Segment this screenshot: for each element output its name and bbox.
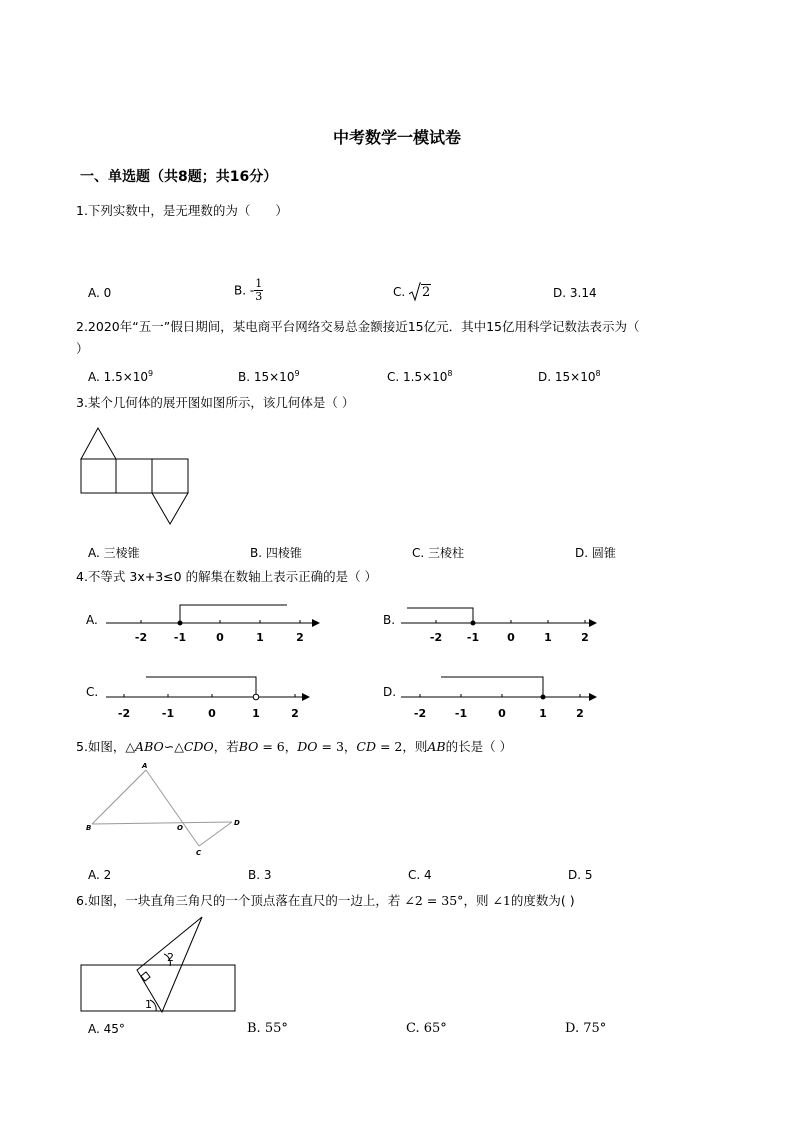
q5-option-b: B. 3 — [248, 868, 272, 882]
solid-point — [178, 621, 183, 626]
tick-label: 2 — [576, 707, 584, 720]
tick-label: -2 — [117, 707, 131, 720]
q1-option-b — [234, 278, 263, 303]
question-5-stem — [76, 736, 512, 758]
q6-stem-mid: ，则 — [463, 893, 489, 908]
q2-option-a-exponent: 9 — [148, 369, 154, 378]
tick-label: -1 — [454, 707, 468, 720]
tick-label: -2 — [134, 631, 148, 644]
point-label: D — [234, 819, 240, 827]
number-line-label: D. — [383, 685, 397, 699]
fraction-numerator: 1 — [255, 277, 263, 290]
q3-option-c: C. 三棱柱 — [412, 546, 465, 560]
segment-ac — [146, 770, 199, 846]
q6-option-a: A. 45° — [88, 1022, 125, 1036]
point-label: B — [86, 824, 92, 832]
radical-sign-icon — [409, 282, 421, 302]
q3-option-b: B. 四棱锥 — [250, 546, 302, 560]
q1-option-b-prefix: B. - — [234, 283, 255, 298]
q5-stem-prefix: 5.如图，△ — [76, 739, 136, 754]
tick-label: -1 — [466, 631, 480, 644]
tick-label: 2 — [581, 631, 589, 644]
number-line-label: A. — [86, 613, 98, 627]
segment-ab — [92, 770, 146, 824]
q6-angle-1: ∠1 — [492, 893, 511, 908]
question-4-stem: 4.不等式 3x+3≤0 的解集在数轴上表示正确的是（ ） — [76, 569, 378, 584]
number-line-d — [381, 672, 621, 722]
q1-option-b-fraction — [254, 278, 263, 303]
tick-label: 0 — [498, 707, 506, 720]
question-3-stem: 3.某个几何体的展开图如图所示，该几何体是（ ） — [76, 395, 355, 410]
q6-stem-prefix: 6.如图，一块直角三角尺的一个顶点落在直尺的一边上，若 — [76, 893, 401, 908]
q2-option-b-base: B. 15×10 — [238, 370, 295, 384]
q5-option-c: C. 4 — [408, 868, 432, 882]
q6-angle-2: ∠2 = 35° — [404, 893, 464, 908]
tick-label: 0 — [216, 631, 224, 644]
point-label: A — [142, 762, 148, 770]
q5-seg-ab: AB — [427, 739, 446, 754]
ruler-triangle-figure — [78, 910, 240, 1016]
q2-option-d-base: D. 15×10 — [538, 370, 596, 384]
section-heading: 一、单选题（共8题；共16分） — [80, 169, 278, 185]
number-line-a — [84, 600, 324, 646]
q1-option-c — [393, 282, 431, 302]
q5-option-a: A. 2 — [88, 868, 112, 882]
number-line-label: C. — [86, 685, 99, 699]
q1-option-c-prefix: C. — [393, 285, 406, 299]
axis-arrow-icon — [312, 619, 320, 627]
q6-option-d: D. 75° — [565, 1021, 607, 1036]
axis-arrow-icon — [302, 693, 310, 701]
tick-label: -1 — [161, 707, 175, 720]
q6-option-c: C. 65° — [406, 1021, 447, 1036]
solid-point — [541, 695, 546, 700]
number-line-c — [84, 672, 324, 722]
q1-option-d: D. 3.14 — [553, 286, 597, 300]
solution-bracket — [407, 608, 473, 623]
q3-option-a: A. 三棱锥 — [88, 546, 140, 560]
tick-label: -2 — [413, 707, 427, 720]
similar-triangles-figure — [84, 762, 248, 858]
q5-eq-2: = 3， — [317, 739, 357, 754]
tick-label: 1 — [539, 707, 547, 720]
q5-stem-suffix: 的长是（ ） — [445, 739, 513, 754]
q2-option-c-base: C. 1.5×10 — [387, 370, 448, 384]
q2-option-b — [238, 369, 300, 384]
prism-net-figure — [78, 425, 192, 527]
q5-cond-prefix: ，若 — [213, 739, 239, 754]
segment-bd — [92, 822, 232, 824]
q5-seg-do: DO — [297, 739, 318, 754]
solid-point — [471, 621, 476, 626]
tick-label: 0 — [208, 707, 216, 720]
segment-dc — [199, 822, 232, 846]
question-6-stem — [76, 890, 575, 912]
net-face-1 — [81, 459, 116, 493]
ruler — [81, 965, 235, 1011]
q2-option-c-exponent: 8 — [447, 369, 453, 378]
q2-option-d — [538, 369, 601, 384]
q2-option-c — [387, 369, 453, 384]
point-label: O — [177, 824, 183, 832]
q6-stem-suffix: 的度数为( ) — [510, 893, 575, 908]
q5-eq-3: = 2，则 — [376, 739, 428, 754]
angle-label-2: 2 — [167, 951, 174, 964]
q2-option-a-base: A. 1.5×10 — [88, 370, 149, 384]
number-line-b — [381, 600, 621, 646]
q1-option-c-radicand: 2 — [422, 285, 431, 300]
tick-label: -2 — [429, 631, 443, 644]
number-line-label: B. — [383, 613, 396, 627]
q5-triangle-2: CDO — [183, 739, 214, 754]
solution-bracket — [180, 605, 287, 623]
tick-label: 0 — [507, 631, 515, 644]
question-1-stem: 1.下列实数中，是无理数的为（ ） — [76, 203, 288, 218]
q2-option-b-exponent: 9 — [294, 369, 300, 378]
page-title: 中考数学一模试卷 — [332, 128, 461, 147]
q1-option-a: A. 0 — [88, 286, 112, 300]
tick-label: 1 — [544, 631, 552, 644]
tick-label: -1 — [173, 631, 187, 644]
q5-seg-bo: BO — [238, 739, 259, 754]
point-label: C — [196, 849, 202, 857]
net-top-triangle — [81, 428, 116, 459]
hollow-point — [253, 694, 259, 700]
q6-option-b: B. 55° — [247, 1021, 288, 1036]
q5-seg-cd: CD — [356, 739, 376, 754]
fraction-denominator: 3 — [255, 290, 263, 303]
axis-arrow-icon — [589, 619, 597, 627]
tick-label: 2 — [296, 631, 304, 644]
q5-eq-1: = 6， — [258, 739, 298, 754]
solution-bracket — [146, 677, 256, 697]
q3-option-d: D. 圆锥 — [575, 546, 616, 560]
q2-option-d-exponent: 8 — [595, 369, 601, 378]
net-face-2 — [116, 459, 152, 493]
question-2-stem-line1: 2.2020年“五一”假日期间，某电商平台网络交易总金额接近15亿元．其中15亿用科学记数法表示为（ — [76, 319, 640, 334]
tick-label: 1 — [256, 631, 264, 644]
net-face-3 — [152, 459, 188, 493]
q5-option-d: D. 5 — [568, 868, 593, 882]
angle-label-1: 1 — [145, 998, 152, 1011]
tick-label: 1 — [252, 707, 260, 720]
solution-bracket — [441, 677, 543, 697]
axis-arrow-icon — [589, 693, 597, 701]
q2-option-a — [88, 369, 153, 384]
tick-label: 2 — [291, 707, 299, 720]
q5-triangle-1: ABO — [135, 739, 164, 754]
question-2-stem-line2: ） — [76, 341, 89, 356]
q5-similar-symbol: ∽△ — [163, 739, 184, 754]
net-bottom-triangle — [152, 493, 188, 524]
